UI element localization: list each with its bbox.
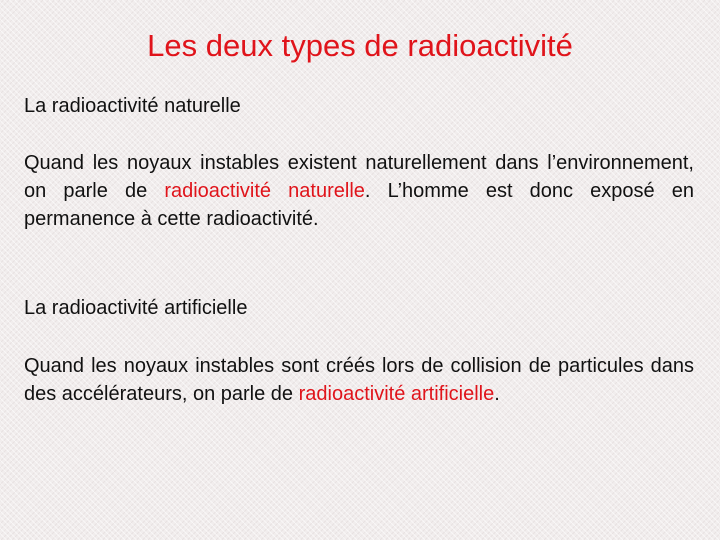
paragraph-text: . — [494, 383, 500, 405]
paragraph-text: Quand les noyaux instables sont créés lors de collision de particules dans des accélérateurs, on parle de — [24, 355, 694, 405]
section-paragraph-natural — [24, 149, 694, 233]
paragraph-text: Quand les noyaux instables existent naturellement dans l’environnement, on parle de — [24, 152, 694, 202]
paragraph-text: . L’homme est donc exposé en permanence à cette radioactivité. — [24, 180, 694, 230]
highlight-term: radioactivité artificielle — [298, 383, 495, 405]
section-heading-natural: La radioactivité naturelle — [24, 95, 241, 117]
section-paragraph-artificial — [24, 352, 694, 408]
section-heading-artificial: La radioactivité artificielle — [24, 297, 248, 319]
slide-title: Les deux types de radioactivité — [147, 28, 573, 63]
highlight-term: radioactivité naturelle — [164, 180, 365, 202]
